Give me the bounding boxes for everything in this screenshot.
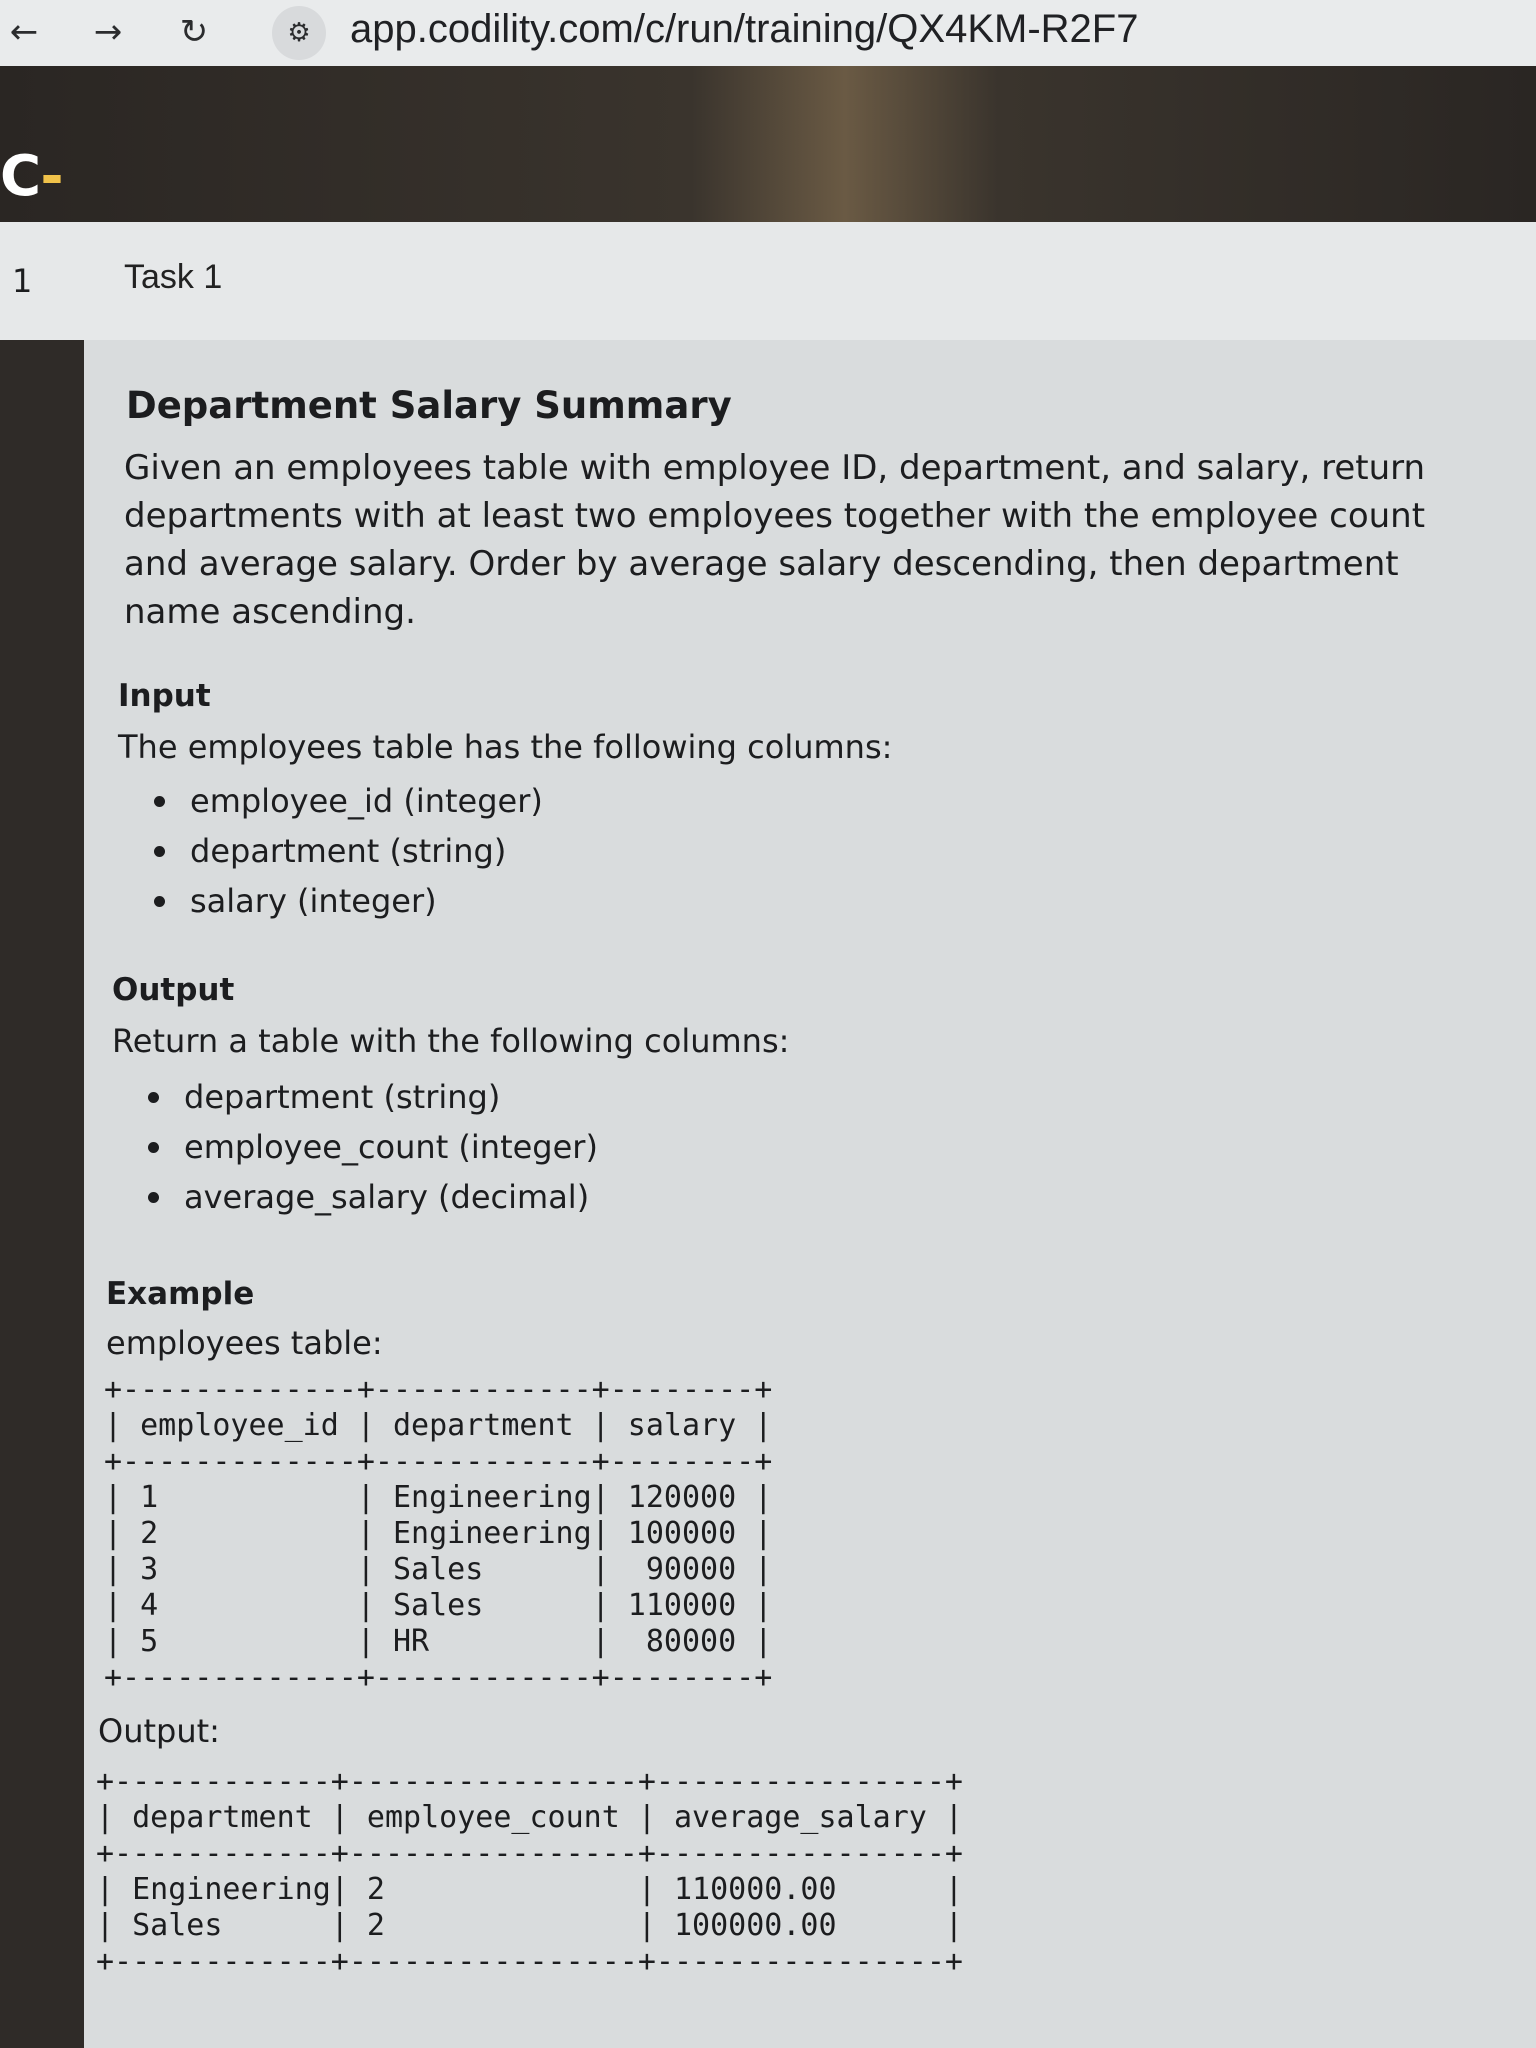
- task-tab-bar: [84, 222, 1536, 342]
- codility-logo[interactable]: [0, 144, 62, 209]
- forward-arrow-icon[interactable]: →: [93, 12, 123, 52]
- logo-accent: -: [40, 144, 62, 209]
- output-heading: Output: [112, 972, 235, 1008]
- list-item: salary (integer): [148, 876, 543, 926]
- list-item: employee_count (integer): [142, 1122, 598, 1172]
- input-text: The employees table has the following columns:: [118, 728, 893, 766]
- input-heading: Input: [118, 678, 211, 714]
- logo-letter: C: [0, 144, 41, 209]
- input-column-list: [148, 776, 543, 926]
- task-sidebar: [0, 222, 84, 2048]
- tab-task-1[interactable]: Task 1: [124, 258, 223, 296]
- back-arrow-icon[interactable]: ←: [9, 12, 39, 52]
- list-item: employee_id (integer): [148, 776, 543, 826]
- tune-icon[interactable]: ⚙: [272, 6, 326, 60]
- task-title: Department Salary Summary: [126, 384, 732, 427]
- example-input-caption: employees table:: [106, 1324, 383, 1362]
- list-item: average_salary (decimal): [142, 1172, 598, 1222]
- task-description-panel: [84, 340, 1536, 2048]
- address-bar[interactable]: app.codility.com/c/run/training/QX4KM-R2F7: [350, 7, 1139, 51]
- example-output-caption: Output:: [98, 1712, 220, 1750]
- app-header: [0, 66, 1536, 222]
- output-text: Return a table with the following columns:: [112, 1022, 790, 1060]
- list-item: department (string): [142, 1072, 598, 1122]
- sidebar-item-task-1[interactable]: [0, 222, 84, 340]
- list-item: department (string): [148, 826, 543, 876]
- task-description: Given an employees table with employee ID, department, and salary, return departments with at least two employees together with the employee count and average salary. Order by average salary descending, then department name ascending.: [124, 448, 1426, 632]
- browser-toolbar: [0, 0, 1536, 67]
- example-heading: Example: [106, 1276, 255, 1312]
- reload-icon[interactable]: ↻: [179, 12, 209, 52]
- sidebar-item-label: 1: [12, 262, 33, 300]
- output-column-list: [142, 1072, 598, 1222]
- example-input-table: +-------------+------------+--------+ | employee_id | department | salary | +-------------+------------+--------+ | 1 | Engineering| 120000 | | 2 | Engineering| 100000 | | 3 | Sales | 90000 | | 4 | Sales | 110000 | | 5 | HR | 80000 | +-------------+------------+--------+: [104, 1372, 773, 1695]
- example-output-table: +------------+----------------+----------------+ | department | employee_count | average_salary | +------------+----------------+----------------+ | Engineering| 2 | 110000.00 | | Sales | 2 | 100000.00 | +------------+----------------+----------------+: [96, 1764, 963, 1979]
